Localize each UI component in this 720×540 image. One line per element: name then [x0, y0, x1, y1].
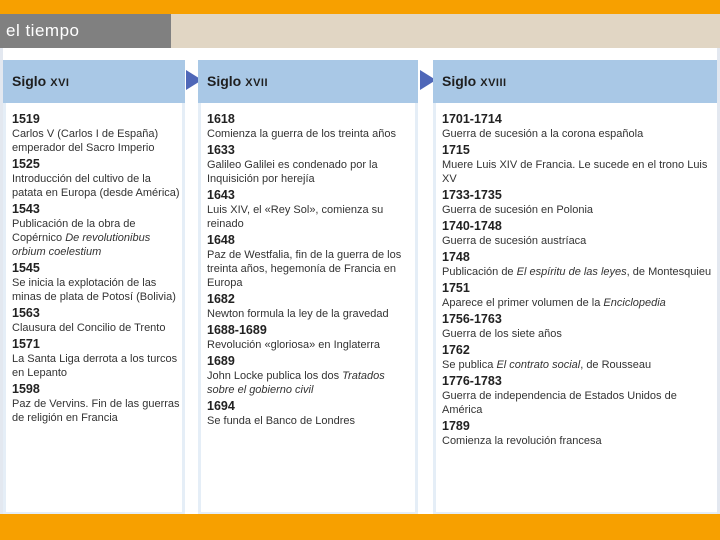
event-description	[207, 369, 415, 397]
bottom-accent-bar	[0, 514, 720, 540]
event-description	[442, 327, 717, 341]
event-title-italic: De revolutionibus orbium coelestium	[12, 232, 151, 258]
event-description	[207, 307, 415, 321]
event-text: Galileo Galilei es condenado por la Inquisición por herejía	[207, 159, 378, 185]
column-siglo-xviii	[433, 60, 717, 514]
title-strip	[0, 14, 720, 48]
event-text: Guerra de sucesión a la corona española	[442, 128, 644, 140]
event-year: 1598	[12, 382, 40, 396]
event-year: 1643	[207, 188, 235, 202]
event-text: Comienza la guerra de los treinta años	[207, 128, 396, 140]
event-description	[442, 296, 717, 310]
page-title: el tiempo	[0, 14, 171, 48]
column-siglo-xvi	[3, 60, 185, 514]
event-text: John Locke publica los dos	[207, 370, 343, 382]
column-header	[433, 60, 717, 103]
column-header-numeral: XVII	[245, 77, 269, 89]
column-header-numeral: XVIII	[480, 77, 507, 89]
event-text: Publicación de la obra de Copérnico	[12, 218, 136, 244]
event-text: Guerra de los siete años	[442, 328, 562, 340]
event-text: Carlos V (Carlos I de España) emperador del Sacro Imperio	[12, 128, 159, 154]
event-year: 1525	[12, 157, 40, 171]
event-text: La Santa Liga derrota a los turcos en Lepanto	[12, 353, 178, 379]
event-year: 1733-1735	[442, 188, 502, 202]
event-text: Se inicia la explotación de las minas de plata de Potosí (Bolivia)	[12, 277, 176, 303]
event-year: 1689	[207, 354, 235, 368]
event-description	[207, 127, 415, 141]
timeline-event	[12, 112, 182, 155]
timeline-event	[442, 374, 717, 417]
event-text: Muere Luis XIV de Francia. Le sucede en el trono Luis XV	[442, 159, 708, 185]
event-year: 1789	[442, 419, 470, 433]
timeline-event	[442, 219, 717, 248]
event-text: Se funda el Banco de Londres	[207, 415, 356, 427]
event-year: 1648	[207, 233, 235, 247]
event-description	[207, 338, 415, 352]
event-description	[12, 127, 182, 155]
column-siglo-xvii	[198, 60, 418, 514]
event-year: 1751	[442, 281, 470, 295]
event-text: Guerra de sucesión austríaca	[442, 235, 587, 247]
top-accent-bar	[0, 0, 720, 14]
column-header-prefix: Siglo	[207, 73, 242, 89]
event-description	[207, 158, 415, 186]
event-text: Guerra de sucesión en Polonia	[442, 204, 594, 216]
event-description	[442, 127, 717, 141]
timeline-event	[207, 143, 415, 186]
event-description	[442, 234, 717, 248]
timeline-event	[442, 143, 717, 186]
event-year: 1748	[442, 250, 470, 264]
event-year: 1618	[207, 112, 235, 126]
event-description	[442, 389, 717, 417]
event-description	[12, 352, 182, 380]
event-text: , de Montesquieu	[626, 266, 712, 278]
event-description	[12, 217, 182, 259]
column-header-prefix: Siglo	[12, 73, 47, 89]
event-year: 1545	[12, 261, 40, 275]
event-title-italic: El espíritu de las leyes	[516, 266, 627, 278]
event-year: 1682	[207, 292, 235, 306]
event-year: 1776-1783	[442, 374, 502, 388]
event-text: Se publica	[442, 359, 497, 371]
timeline-event	[207, 354, 415, 397]
column-header	[198, 60, 418, 103]
event-description	[207, 203, 415, 231]
event-text: Paz de Westfalia, fin de la guerra de los treinta años, hegemonía de Francia en Europa	[207, 249, 402, 289]
column-header-prefix: Siglo	[442, 73, 477, 89]
event-year: 1701-1714	[442, 112, 502, 126]
event-year: 1563	[12, 306, 40, 320]
timeline-event	[12, 382, 182, 425]
event-title-italic: El contrato social	[496, 359, 581, 371]
event-description	[12, 321, 182, 335]
timeline-event	[442, 188, 717, 217]
column-header	[3, 60, 185, 103]
event-description	[442, 434, 717, 448]
event-description	[442, 203, 717, 217]
event-description	[442, 358, 717, 372]
timeline-event	[12, 157, 182, 200]
event-year: 1715	[442, 143, 470, 157]
timeline-event	[12, 337, 182, 380]
event-year: 1740-1748	[442, 219, 502, 233]
event-text: Clausura del Concilio de Trento	[12, 322, 166, 334]
event-year: 1694	[207, 399, 235, 413]
column-events	[436, 103, 717, 512]
timeline-event	[207, 323, 415, 352]
event-year: 1543	[12, 202, 40, 216]
event-year: 1688-1689	[207, 323, 267, 337]
column-events	[6, 103, 182, 512]
event-description	[207, 414, 415, 428]
timeline-event	[12, 306, 182, 335]
event-description	[12, 276, 182, 304]
timeline-event	[12, 261, 182, 304]
timeline-event	[207, 233, 415, 290]
event-text: Luis XIV, el «Rey Sol», comienza su reinado	[207, 204, 384, 230]
event-description	[207, 248, 415, 290]
event-text: Guerra de independencia de Estados Unidos de América	[442, 390, 677, 416]
event-text: Newton formula la ley de la gravedad	[207, 308, 389, 320]
event-year: 1571	[12, 337, 40, 351]
timeline-event	[207, 112, 415, 141]
event-text: Revolución «gloriosa» en Inglaterra	[207, 339, 381, 351]
timeline-event	[207, 188, 415, 231]
timeline-event	[442, 250, 717, 279]
event-text: Introducción del cultivo de la patata en Europa (desde América)	[12, 173, 180, 199]
timeline-event	[207, 292, 415, 321]
timeline-event	[442, 281, 717, 310]
event-text: Comienza la revolución francesa	[442, 435, 602, 447]
event-description	[442, 158, 717, 186]
timeline-event	[12, 202, 182, 259]
timeline-event	[442, 419, 717, 448]
event-description	[12, 172, 182, 200]
event-text: Paz de Vervins. Fin de las guerras de religión en Francia	[12, 398, 180, 424]
timeline-event	[442, 312, 717, 341]
event-description	[12, 397, 182, 425]
event-year: 1519	[12, 112, 40, 126]
event-text: Aparece el primer volumen de la	[442, 297, 604, 309]
event-text: Publicación de	[442, 266, 517, 278]
event-text: , de Rousseau	[580, 359, 652, 371]
timeline-event	[207, 399, 415, 428]
timeline-event	[442, 112, 717, 141]
timeline-event	[442, 343, 717, 372]
event-title-italic: Tratados sobre el gobierno civil	[207, 370, 385, 396]
column-events	[201, 103, 415, 512]
column-header-numeral: XVI	[50, 77, 70, 89]
event-year: 1633	[207, 143, 235, 157]
event-year: 1756-1763	[442, 312, 502, 326]
event-title-italic: Enciclopedia	[603, 297, 666, 309]
event-description	[442, 265, 717, 279]
event-year: 1762	[442, 343, 470, 357]
